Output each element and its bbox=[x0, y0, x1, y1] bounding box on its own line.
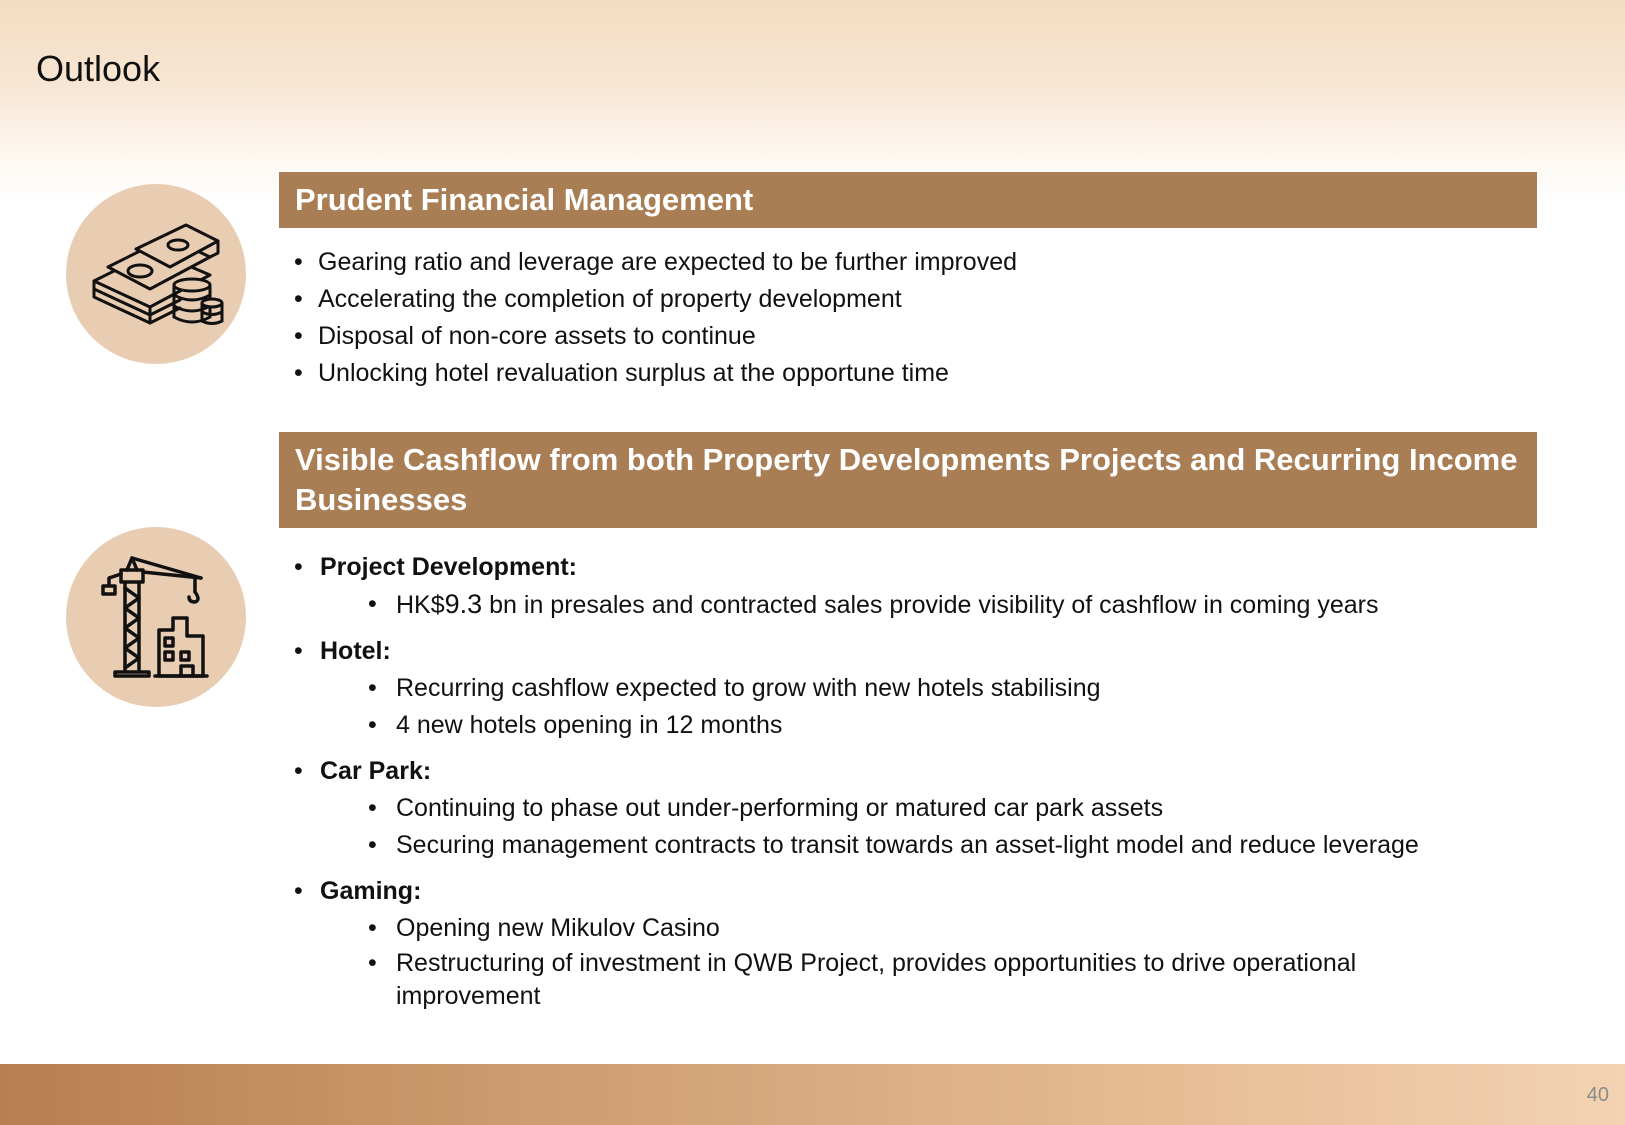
list-item: • Gearing ratio and leverage are expected to be further improved bbox=[290, 244, 1017, 281]
page-title: Outlook bbox=[36, 48, 161, 89]
category-label: • Hotel: bbox=[290, 632, 1530, 670]
section-header-financial: Prudent Financial Management bbox=[279, 172, 1537, 228]
category-label: • Car Park: bbox=[290, 752, 1530, 790]
category-hotel bbox=[290, 632, 1530, 744]
list-item: • Accelerating the completion of property development bbox=[290, 281, 1017, 318]
list-item: • Unlocking hotel revaluation surplus at the opportune time bbox=[290, 355, 1017, 392]
footer-bar bbox=[0, 1064, 1625, 1125]
financial-bullet-list bbox=[290, 244, 1017, 392]
list-item: • Continuing to phase out under-performing or matured car park assets bbox=[366, 790, 1530, 827]
category-label: • Gaming: bbox=[290, 872, 1530, 910]
sub-bullet-list bbox=[290, 910, 1390, 1013]
construction-crane-icon bbox=[66, 527, 246, 707]
category-car-park bbox=[290, 752, 1530, 864]
sub-bullet-list bbox=[290, 670, 1530, 744]
presales-amount: 9.3 bbox=[444, 589, 483, 619]
list-item bbox=[366, 586, 1530, 624]
top-gradient-band bbox=[0, 0, 1625, 200]
item-text: bn in presales and contracted sales provide visibility of cashflow in coming years bbox=[482, 591, 1379, 619]
sub-bullet-list bbox=[290, 586, 1530, 624]
money-stack-icon bbox=[66, 184, 246, 364]
currency-prefix: HK$ bbox=[396, 591, 445, 619]
list-item: • Recurring cashflow expected to grow with new hotels stabilising bbox=[366, 670, 1530, 707]
list-item: • Restructuring of investment in QWB Project, provides opportunities to drive operational improvement bbox=[366, 947, 1390, 1013]
category-gaming bbox=[290, 872, 1530, 1013]
list-item: • Securing management contracts to transit towards an asset-light model and reduce leverage bbox=[366, 827, 1530, 864]
sub-bullet-list bbox=[290, 790, 1530, 864]
list-item: • 4 new hotels opening in 12 months bbox=[366, 707, 1530, 744]
page-number: 40 bbox=[1586, 1084, 1609, 1106]
category-label: • Project Development: bbox=[290, 548, 1530, 586]
cashflow-category-list bbox=[290, 548, 1530, 1021]
category-project-development bbox=[290, 548, 1530, 624]
list-item: • Opening new Mikulov Casino bbox=[366, 910, 1390, 947]
list-item: • Disposal of non-core assets to continue bbox=[290, 318, 1017, 355]
section-header-cashflow: Visible Cashflow from both Property Developments Projects and Recurring Income Businesses bbox=[279, 432, 1537, 528]
